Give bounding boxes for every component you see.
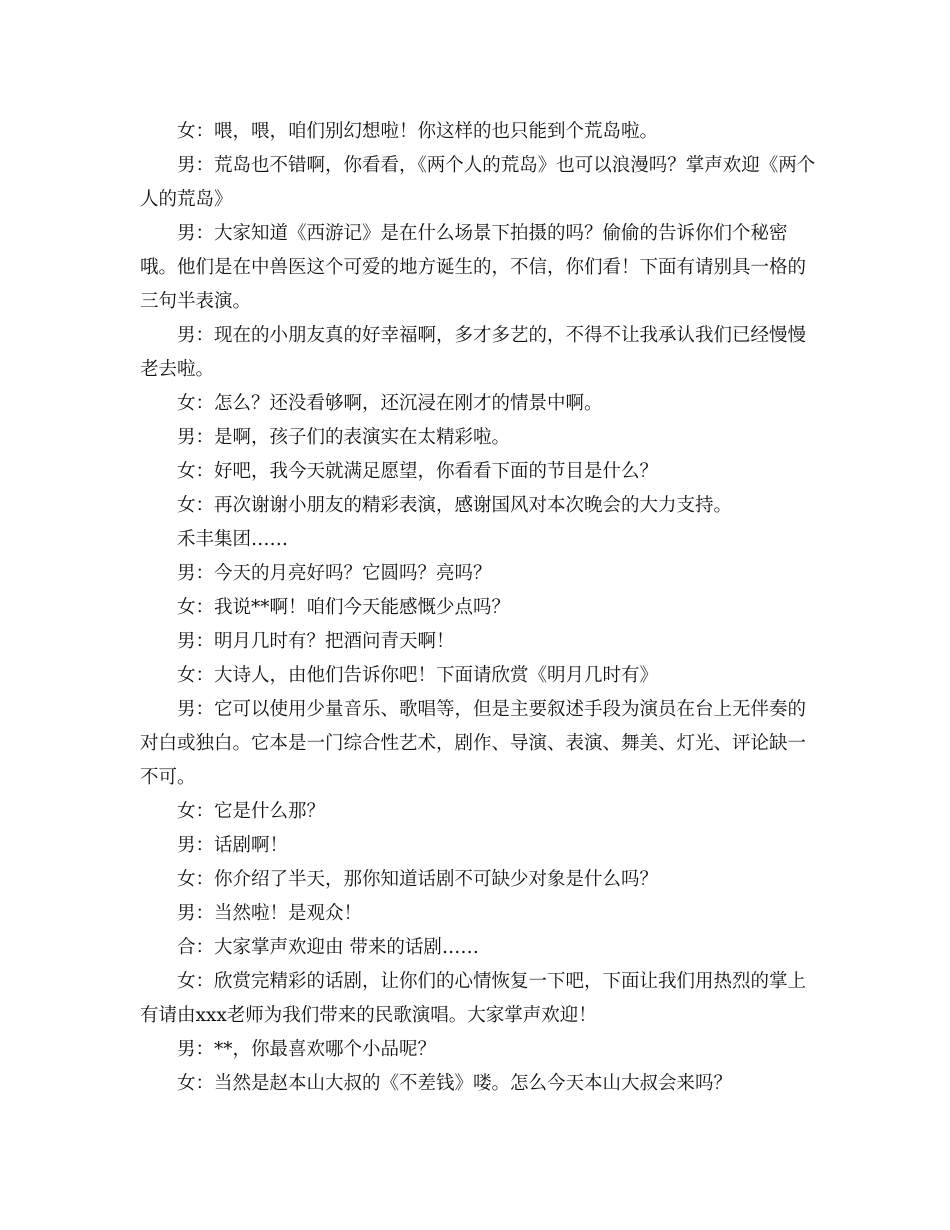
dialogue-line: 男：大家知道《西游记》是在什么场景下拍摄的吗？偷偷的告诉你们个秘密哦。他们是在中兽医这个可爱的地方诞生的，不信，你们看！下面有请别具一格的三句半表演。 xyxy=(140,223,807,312)
dialogue-line: 女：大诗人，由他们告诉你吧！下面请欣赏《明月几时有》 xyxy=(177,665,659,686)
dialogue-line: 男：当然啦！是观众！ xyxy=(177,903,363,924)
dialogue-line: 女：欣赏完精彩的话剧，让你们的心情恢复一下吧，下面让我们用热烈的掌上有请由xxx老师为我们带来的民歌演唱。大家掌声欢迎！ xyxy=(140,971,807,1026)
dialogue-line: 男：今天的月亮好吗？它圆吗？亮吗？ xyxy=(177,563,492,584)
document-body xyxy=(140,115,820,1101)
dialogue-line: 男：荒岛也不错啊，你看看，《两个人的荒岛》也可以浪漫吗？掌声欢迎《两个人的荒岛》 xyxy=(140,155,816,210)
dialogue-line: 男：话剧啊！ xyxy=(177,835,289,856)
dialogue-line: 女：当然是赵本山大叔的《不差钱》喽。怎么今天本山大叔会来吗？ xyxy=(177,1073,733,1094)
dialogue-line: 男：**，你最喜欢哪个小品呢？ xyxy=(177,1039,437,1060)
dialogue-line: 男：是啊，孩子们的表演实在太精彩啦。 xyxy=(177,427,511,448)
dialogue-line: 女：我说**啊！咱们今天能感慨少点吗？ xyxy=(177,597,511,618)
dialogue-line: 男：它可以使用少量音乐、歌唱等，但是主要叙述手段为演员在台上无伴奏的对白或独白。它本是一门综合性艺术，剧作、导演、表演、舞美、灯光、评论缺一不可。 xyxy=(140,699,807,788)
dialogue-line: 男：明月几时有？把酒问青天啊！ xyxy=(177,631,455,652)
dialogue-line: 女：怎么？还没看够啊，还沉浸在刚才的情景中啊。 xyxy=(177,393,603,414)
dialogue-line: 禾丰集团…… xyxy=(177,529,289,550)
dialogue-line: 男：现在的小朋友真的好幸福啊，多才多艺的，不得不让我承认我们已经慢慢老去啦。 xyxy=(140,325,807,380)
dialogue-line: 女：它是什么那？ xyxy=(177,801,326,822)
dialogue-line: 女：好吧，我今天就满足愿望，你看看下面的节目是什么？ xyxy=(177,461,659,482)
dialogue-line: 女：喂，喂，咱们别幻想啦！你这样的也只能到个荒岛啦。 xyxy=(177,121,659,142)
dialogue-line: 女：再次谢谢小朋友的精彩表演，感谢国风对本次晚会的大力支持。 xyxy=(177,495,733,516)
dialogue-line: 合：大家掌声欢迎由 带来的话剧…… xyxy=(177,937,479,958)
dialogue-line: 女：你介绍了半天，那你知道话剧不可缺少对象是什么吗？ xyxy=(177,869,659,890)
